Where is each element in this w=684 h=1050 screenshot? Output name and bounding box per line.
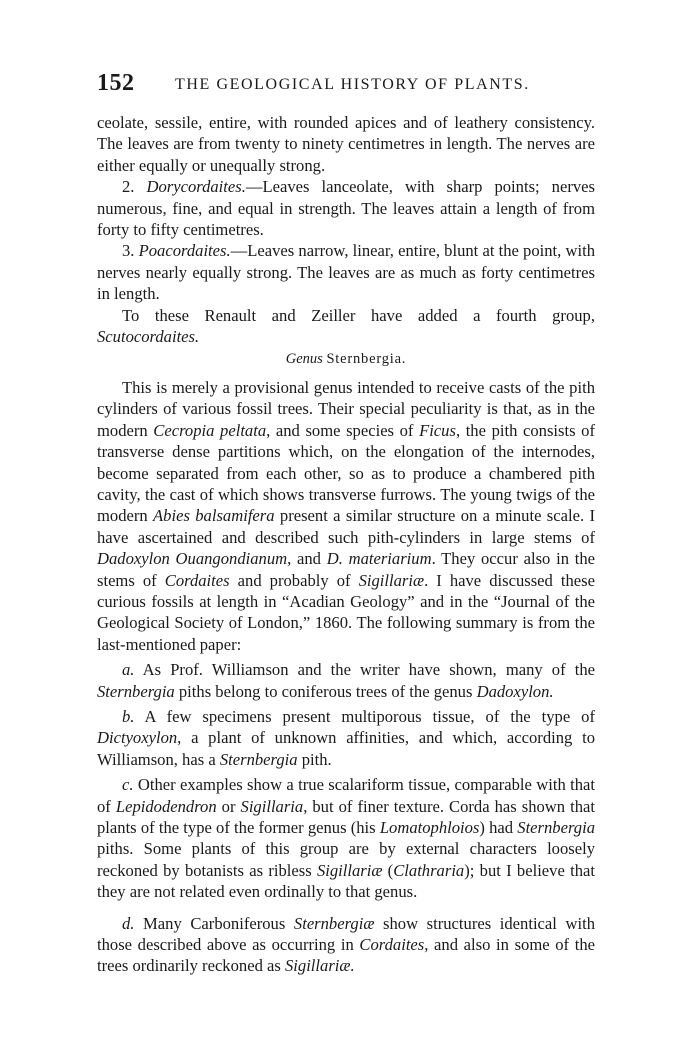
paragraph-text: —Leaves narrow, linear, entire, blunt at the point, with nerves nearly equally strong. The leaves are as much as forty centimetres in length. [97,241,595,304]
genus-term: Sternbergia [517,818,595,837]
genus-term: Lomatophloios [379,818,480,837]
text-run: As Prof. Williamson and the writer have shown, many of the [134,660,595,680]
text-run: and probably of [229,570,359,590]
item-label: b. [122,706,135,726]
genus-term: Scutocordaites. [97,327,200,347]
text-run: Many Carboniferous [134,913,294,933]
paragraph-item-b [97,706,595,770]
text-run: Other examples show a true scalariform tissue, comparable with that of [97,775,595,816]
species-term: D. materiarium [326,549,432,569]
text-run: pith. [297,749,332,769]
text-run: ); but I believe that they are not related even ordinally to that genus. [97,860,595,902]
text-run: ) had [479,818,518,837]
item-label: c. [122,775,134,795]
genus-term: Ficus [419,420,456,440]
list-number: 2. [122,177,147,197]
genus-term: Sigillariæ. [284,956,355,976]
genus-term: Sigillariæ [316,860,383,880]
running-head: THE GEOLOGICAL HISTORY OF PLANTS. [175,76,530,93]
text-run: present a similar structure on a minute scale. I have ascertained and described such pith-cylinders in large stems of [97,506,595,547]
text-run: , the pith consists of transverse dense partitions which, on the elongation of the internodes, become separated from each other, so as to produce a chambered pith cavity, the cast of which shows transverse furrows. The young twigs of the modern [97,420,595,526]
text-run: or [216,796,241,816]
page-header [97,70,597,102]
genus-term: Dorycordaites. [146,177,246,197]
text-run: . I have discussed these curious fossils at length in “Acadian Geology” and in the “Journal of the Geological Society of London,” 1860. The following summary is from the last-mentioned paper: [97,570,595,654]
genus-term: Lepidodendron [115,796,217,816]
genus-term: Sigillariæ [358,570,425,590]
genus-term: Cordaites [359,935,425,955]
genus-term: Cordaites [164,570,230,590]
paragraph-dorycordaites [97,176,595,240]
text-run: , and also in some of the trees ordinarily reckoned as [97,935,595,976]
list-number: 3. [122,241,139,261]
genus-term: Sigillaria [240,796,304,816]
text-run: This is merely a provisional genus intended to receive casts of the pith cylinders of various fossil trees. Their special peculiarity is that, as in the modern [97,377,595,440]
paragraph-text: To these Renault and Zeiller have added a fourth group, [122,305,595,325]
genus-term: Dadoxylon. [476,681,554,701]
paragraph-poacordaites [97,240,595,304]
genus-term: Dictyoxylon [97,728,178,748]
paragraph-text: —Leaves lanceolate, with sharp points; nerves numerous, fine, and equal in strength. The leaves attain a length of from forty to fifty centimetres. [97,177,595,240]
genus-term: Sternbergia [219,749,298,769]
paragraph-item-c [97,774,595,902]
genus-term: Sternbergia [97,681,175,701]
text-run: . They occur also in the stems of [97,549,596,590]
page-number: 152 [97,70,135,96]
heading-genus-name: Sternbergia. [326,351,407,368]
text-run: ( [382,860,394,880]
species-term: Abies balsamifera [153,506,275,526]
paragraph-item-d [97,913,595,977]
paragraph-continuation: ceolate, sessile, entire, with rounded apices and of leathery consistency. The leaves are from twenty to ninety centimetres in length. The nerves are either equally or unequally strong. [97,113,595,175]
genus-term: Poacordaites. [138,241,231,261]
body-text [97,112,595,977]
item-label: d. [122,913,135,933]
text-run: show structures identical with those described above as occurring in [97,913,595,955]
text-run: A few specimens present multiporous tissue, of the type of [134,706,595,726]
text-run: , and some species of [266,420,420,440]
genus-term: Clathraria [393,860,465,880]
genus-term: Sternbergiæ [293,913,375,933]
paragraph-sternbergia-intro [97,377,595,655]
species-term: Cecropia peltata [153,420,267,440]
paragraph-item-a [97,659,595,702]
item-label: a. [122,660,135,680]
text-run: , a plant of unknown affinities, and which, according to Williamson, has a [97,728,595,769]
text-run: , but of finer texture. Corda has shown that plants of the type of the former genus (his [97,796,595,837]
section-heading [97,349,595,370]
heading-genus-label: Genus [285,351,323,368]
species-term: Dadoxylon Ouangondianum [97,549,288,569]
text-run: , and [287,549,327,569]
paragraph-scutocordaites [97,305,595,348]
text-run: piths. Some plants of this group are by external characters loosely reckoned by botanists as ribless [97,839,595,880]
text-run: piths belong to coniferous trees of the genus [174,681,477,701]
